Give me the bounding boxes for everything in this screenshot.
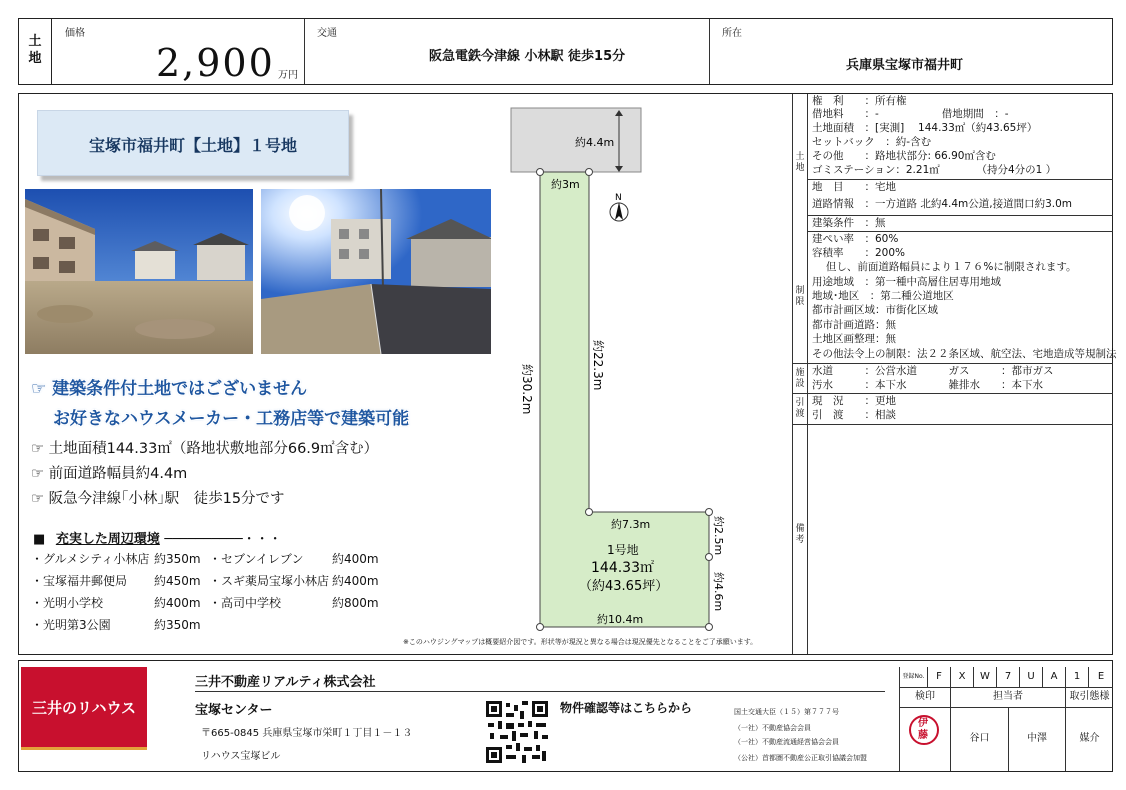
center-name: 宝塚センター — [195, 703, 273, 718]
detail-handover: 引 渡 ：相談 — [812, 409, 896, 421]
registration-code: X — [951, 667, 974, 687]
detail-district: 地域･地区 ：第二種公道地区 — [812, 290, 954, 302]
detail-other: その他 ：路地状部分: 66.90㎡含む — [812, 150, 996, 162]
detail-lease: 借地料 ：- 借地期間 ：- — [812, 108, 1009, 120]
detail-setback: セットバック ：約-含む — [812, 136, 932, 148]
qr-caption: 物件確認等はこちらから — [560, 701, 693, 715]
amenity-name: ・スギ薬局宝塚小林店 — [209, 574, 330, 588]
association-2: （一社）不動産流通経営協会会員 — [734, 738, 839, 746]
staff-name-1: 谷口 — [951, 707, 1009, 771]
tantou-label: 担当者 — [951, 687, 1066, 707]
bullet-icon: ■ — [33, 532, 46, 547]
amenity-dist: 約350m — [154, 618, 201, 632]
price-unit: 万円 — [278, 70, 298, 81]
amenity-name: ・宝塚福井郵便局 — [31, 574, 128, 588]
category-label: 土地 — [28, 34, 42, 66]
amenity-dist: 約450m — [154, 574, 201, 588]
transaction-mode: 媒介 — [1079, 733, 1100, 744]
banner-title: 宝塚市福井町【土地】１号地 — [88, 136, 297, 155]
feature-item: ☞ 土地面積144.33㎡（路地状敷地部分66.9㎡含む） — [31, 441, 379, 457]
torihiki-label: 取引態様 — [1069, 691, 1110, 702]
detail-city-plan-area: 都市計画区域：市街化区域 — [812, 304, 938, 316]
registration-table — [899, 667, 1113, 771]
amenity-dist: 約400m — [154, 596, 201, 610]
detail-coverage: 建ぺい率 ：60% — [812, 233, 899, 245]
registration-code: F — [928, 667, 951, 687]
transport-label: 交通 — [317, 28, 337, 39]
detail-garbage: ゴミステーション：2.21㎡ （持分4分の1 ） — [812, 164, 1057, 176]
detail-other-law: その他法令上の制限：法２２条区域、航空法、宅地造成等規制法 — [812, 348, 1117, 360]
detail-chimoku: 地 目 ：宅地 — [812, 181, 896, 193]
detail-status: 現 況 ：更地 — [812, 395, 896, 407]
title-banner — [37, 110, 349, 176]
site-photo-1 — [25, 189, 253, 354]
price-label: 価格 — [65, 28, 85, 39]
surroundings-heading — [33, 528, 282, 547]
center-address: 〒665-0845 兵庫県宝塚市栄町１丁目１－１３ — [201, 728, 413, 739]
dim-top: 約3m — [551, 178, 580, 191]
dim-inner: 約22.3m — [591, 340, 605, 391]
detail-rights: 権 利 ：所有権 — [812, 95, 907, 107]
amenity-dist: 約800m — [332, 596, 379, 610]
highlight-line-2: お好きなハウスメーカー・工務店等で建築可能 — [53, 409, 410, 429]
association-1: （一社）不動産協会会員 — [734, 724, 811, 732]
amenity-dist: 約350m — [154, 552, 201, 566]
amenity-name: ・光明小学校 — [31, 596, 104, 610]
detail-land-area: 土地面積 ：[実測] 144.33㎡（約43.65坪） — [812, 122, 1038, 134]
staff-header-row — [900, 687, 1113, 708]
lot-tsubo: （約43.65坪） — [579, 579, 669, 594]
registration-row — [900, 667, 1113, 688]
detail-readjust: 土地区画整理：無 — [812, 333, 896, 345]
detail-road: 道路情報 ：一方道路 北約4.4m公道,接道間口約3.0m — [812, 198, 1073, 210]
map-disclaimer: ※このハウジングマップは概要紹介図です。形状等が現況と異なる場合は現況優先となることをご了承願います。 — [403, 638, 758, 646]
company-name: 三井不動産リアルティ株式会社 — [195, 675, 376, 690]
seal-stamp-text: 伊藤 — [918, 718, 928, 741]
staff-row — [900, 707, 1113, 771]
staff-name-2: 中澤 — [1009, 707, 1066, 771]
lot-area: 144.33㎡ — [591, 560, 654, 576]
surroundings-dots: ──────────・・・ — [164, 532, 282, 547]
detail-far: 容積率 ：200% — [812, 247, 906, 259]
lot-name: 1号地 — [607, 543, 639, 557]
detail-city-plan-road: 都市計画道路：無 — [812, 319, 896, 331]
registration-code: 7 — [997, 667, 1020, 687]
lot-shape — [540, 172, 709, 627]
location-value: 兵庫県宝塚市福井町 — [846, 58, 964, 73]
category-cell — [19, 19, 52, 84]
registration-code: E — [1097, 671, 1105, 682]
side-label-remarks: 備考 — [795, 524, 805, 545]
license-number: 国土交通大臣（１５）第７７７号 — [734, 708, 839, 716]
dim-right-1: 約2.5m — [712, 516, 725, 556]
location-label: 所在 — [722, 28, 742, 39]
details-panel — [808, 94, 1117, 654]
feature-item: ☞ 阪急今津線｢小林｣駅 徒歩15分です — [31, 491, 285, 507]
detail-sewage: 汚水 ：本下水 雑排水 ：本下水 — [812, 379, 1043, 391]
amenity-dist: 約400m — [332, 552, 379, 566]
main-panel — [18, 93, 1117, 655]
detail-far-note: 但し、前面道路幅員により１７６%に制限されます。 — [812, 261, 1077, 273]
amenity-name: ・光明第3公園 — [31, 618, 111, 632]
registration-code: A — [1043, 667, 1066, 687]
registration-code: U — [1020, 667, 1043, 687]
header-bar — [18, 18, 1113, 85]
dim-left: 約30.2m — [520, 364, 534, 415]
detail-build-cond: 建築条件 ：無 — [812, 217, 886, 229]
kenin-label: 検印 — [900, 687, 951, 707]
amenity-dist: 約400m — [332, 574, 379, 588]
amenity-name: ・高司中学校 — [209, 596, 282, 610]
price-value: 2,900 — [156, 41, 275, 85]
site-photo-2 — [261, 189, 491, 354]
brand-logo — [21, 667, 147, 750]
dim-bottom: 約10.4m — [597, 613, 644, 626]
dim-road-width: 約4.4m — [575, 136, 615, 149]
highlight-line-1: ☞ 建築条件付土地ではございません — [31, 379, 308, 399]
dim-right-2: 約4.6m — [712, 572, 725, 612]
feature-item: ☞ 前面道路幅員約4.4m — [31, 466, 188, 482]
transport-value: 阪急電鉄今津線 小林駅 徒歩15分 — [429, 49, 626, 64]
center-building: リハウス宝塚ビル — [201, 751, 281, 762]
brand-logo-text: 三井のリハウス — [31, 699, 137, 717]
side-label-transfer: 引渡 — [795, 398, 805, 419]
registration-label: 登録No. — [900, 667, 928, 687]
side-label-land: 土地 — [795, 152, 805, 173]
detail-water: 水道 ：公営水道 ガス ：都市ガス — [812, 365, 1054, 377]
detail-use-zone: 用途地域 ：第一種中高層住居専用地域 — [812, 276, 1001, 288]
surroundings-title: 充実した周辺環境 — [55, 532, 160, 547]
registration-code: 1 — [1066, 667, 1089, 687]
side-label-restrict: 制限 — [795, 286, 805, 307]
amenity-name: ・セブンイレブン — [209, 552, 304, 566]
association-3: （公社）首都圏不動産公正取引協議会加盟 — [734, 754, 867, 762]
side-label-facility: 施設 — [795, 368, 805, 389]
north-label: N — [615, 193, 622, 203]
registration-code: W — [974, 667, 997, 687]
lot-map — [499, 102, 799, 637]
qr-code-icon[interactable] — [486, 701, 548, 763]
amenity-name: ・グルメシティ小林店 — [31, 552, 150, 566]
dim-step: 約7.3m — [611, 518, 651, 531]
footer-panel — [18, 660, 1113, 772]
